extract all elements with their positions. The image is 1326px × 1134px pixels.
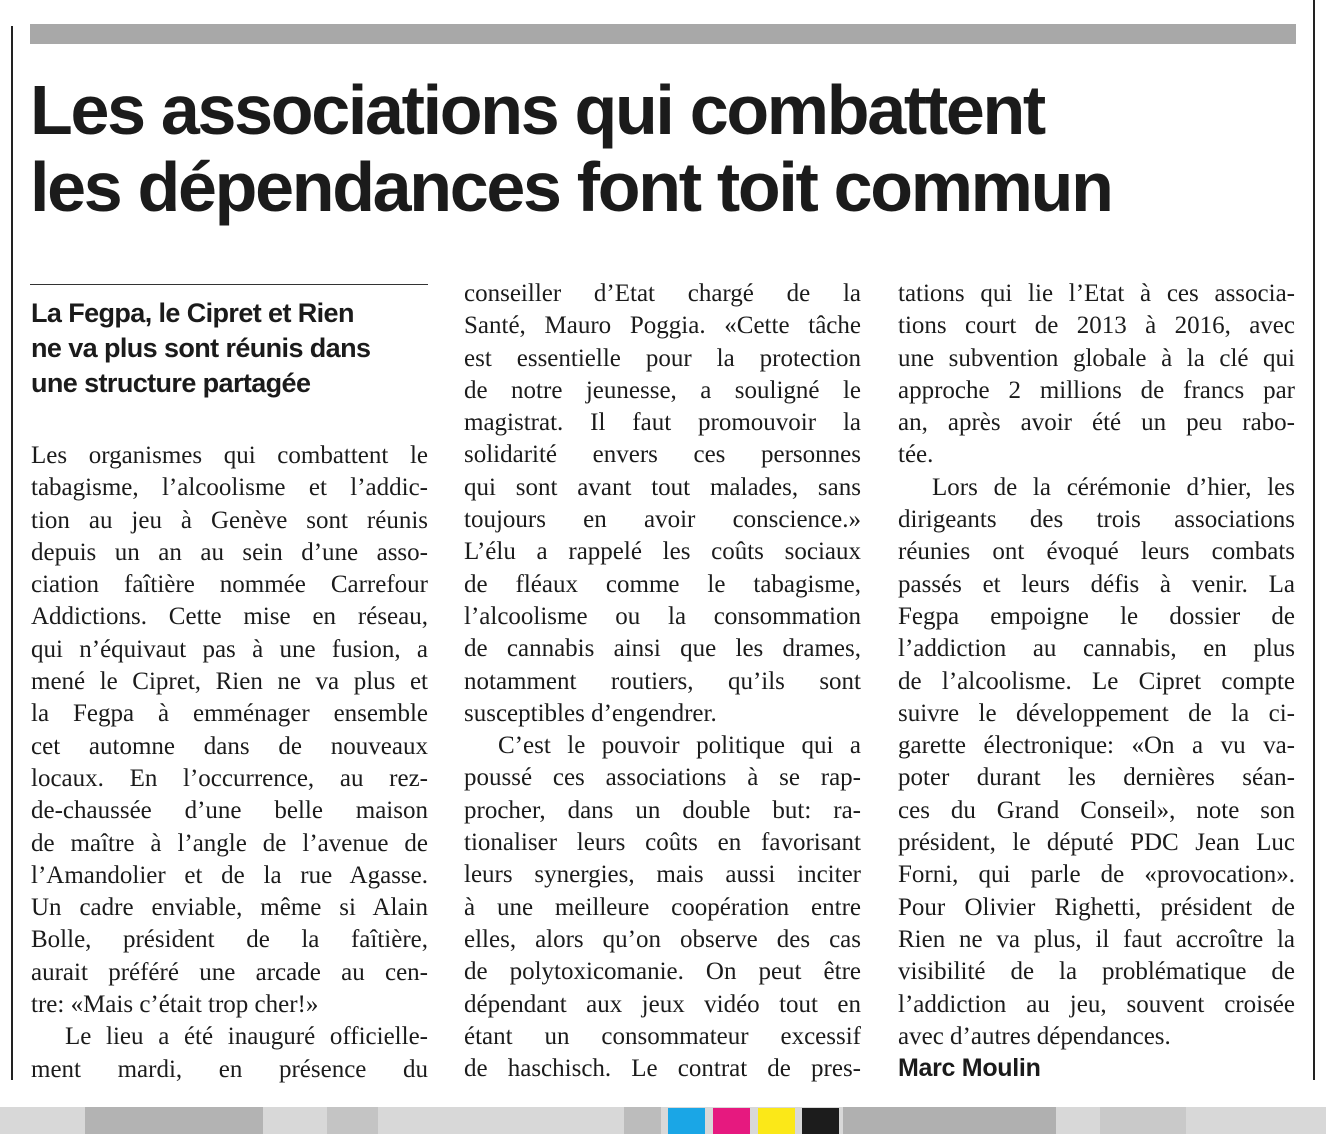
headline-line: Les associations qui combattent <box>30 71 1044 149</box>
body-line: depuis un an au sein d’une asso- <box>31 538 428 566</box>
body-line: tée. <box>898 441 934 469</box>
body-line: suivre le développement de la ci- <box>898 699 1295 727</box>
body-line: leurs synergies, mais aussi inciter <box>464 861 861 889</box>
top-section-bar <box>30 24 1296 44</box>
body-line: l’alcoolisme ou la consommation <box>464 602 861 630</box>
body-line: an, après avoir été un peu rabo- <box>898 409 1295 437</box>
body-line: C’est le pouvoir politique qui a <box>498 732 861 760</box>
subhead-rule <box>30 284 428 285</box>
article-headline <box>30 72 1300 226</box>
body-line: notamment routiers, qu’ils sont <box>464 667 861 695</box>
body-column-3 <box>898 278 1295 1053</box>
body-line: de l’alcoolisme. Le Cipret compte <box>898 667 1295 695</box>
body-line: ces du Grand Conseil», note son <box>898 796 1295 824</box>
body-line: président, le député PDC Jean Luc <box>898 829 1295 857</box>
body-line: tions court de 2013 à 2016, avec <box>898 312 1295 340</box>
body-line: réunies ont évoqué leurs combats <box>898 538 1295 566</box>
body-line: toujours en avoir conscience.» <box>464 506 861 534</box>
body-line: Addictions. Cette mise en réseau, <box>31 603 428 631</box>
body-line: tabagisme, l’alcoolisme et l’addic- <box>31 474 428 502</box>
magenta-swatch <box>713 1108 750 1134</box>
body-line: visibilité de la problématique de <box>898 958 1295 986</box>
cyan-swatch <box>668 1108 705 1134</box>
right-page-rule <box>1313 0 1315 1080</box>
body-line: garette électronique: «On a vu va- <box>898 732 1295 760</box>
body-line: passés et leurs défis à venir. La <box>898 570 1295 598</box>
body-line: procher, dans un double but: ra- <box>464 796 861 824</box>
body-line: est essentielle pour la protection <box>464 344 861 372</box>
body-line: susceptibles d’engendrer. <box>464 699 717 727</box>
body-line: une subvention globale à la clé qui <box>898 344 1295 372</box>
body-line: dépendant aux jeux vidéo tout en <box>464 990 861 1018</box>
body-line: solidarité envers ces personnes <box>464 441 861 469</box>
body-line: étant un consommateur excessif <box>464 1022 861 1050</box>
body-line: de cannabis ainsi que les drames, <box>464 635 861 663</box>
body-column-1 <box>31 440 428 1086</box>
body-line: qui sont avant tout malades, sans <box>464 473 861 501</box>
body-line: la Fegpa à emménager ensemble <box>31 700 428 728</box>
body-line: Bolle, président de la faîtière, <box>31 926 428 954</box>
body-line: de fléaux comme le tabagisme, <box>464 570 861 598</box>
body-line: de haschisch. Le contrat de pres- <box>464 1055 861 1083</box>
gray-density-block <box>85 1107 263 1134</box>
black-swatch <box>802 1108 839 1134</box>
left-column-rule <box>11 26 13 1080</box>
body-line: elles, alors qu’on observe des cas <box>464 925 861 953</box>
body-line: ment mardi, en présence du <box>31 1055 428 1083</box>
subhead-line: La Fegpa, le Cipret et Rien <box>31 298 354 328</box>
body-line: poussé ces associations à se rap- <box>464 764 861 792</box>
body-line: approche 2 millions de francs par <box>898 376 1295 404</box>
gray-density-block <box>624 1107 661 1134</box>
body-line: tre: «Mais c’était trop cher!» <box>31 991 319 1019</box>
body-line: Les organismes qui combattent le <box>31 442 428 469</box>
body-line: ciation faîtière nommée Carrefour <box>31 571 428 599</box>
gray-density-block <box>843 1107 1056 1134</box>
subhead-line: ne va plus sont réunis dans <box>31 333 371 363</box>
body-line: magistrat. Il faut promouvoir la <box>464 409 861 437</box>
body-line: Le lieu a été inauguré officielle- <box>65 1023 428 1051</box>
body-column-2 <box>464 278 861 1085</box>
body-line: de notre jeunesse, a souligné le <box>464 376 861 404</box>
body-line: Pour Olivier Righetti, président de <box>898 893 1295 921</box>
gray-density-block <box>327 1107 378 1134</box>
body-line: de-chaussée d’une belle maison <box>31 797 428 825</box>
body-line: L’élu a rappelé les coûts sociaux <box>464 538 861 566</box>
body-line: cet automne dans de nouveaux <box>31 732 428 760</box>
body-line: Rien ne va plus, il faut accroître la <box>898 925 1295 953</box>
body-line: dirigeants des trois associations <box>898 506 1295 534</box>
body-line: de maître à l’angle de l’avenue de <box>31 829 428 857</box>
body-line: Fegpa empoigne le dossier de <box>898 602 1295 630</box>
body-line: qui n’équivaut pas à une fusion, a <box>31 635 428 663</box>
body-line: Un cadre enviable, même si Alain <box>31 894 428 922</box>
body-line: aurait préféré une arcade au cen- <box>31 958 428 986</box>
print-color-bar <box>0 1107 1326 1134</box>
body-line: l’Amandolier et de la rue Agasse. <box>31 861 428 889</box>
body-line: Lors de la cérémonie d’hier, les <box>932 473 1295 501</box>
body-line: l’addiction au jeu, souvent croisée <box>898 990 1295 1018</box>
body-line: tionaliser leurs coûts en favorisant <box>464 829 861 857</box>
yellow-swatch <box>758 1108 795 1134</box>
body-line: locaux. En l’occurrence, au rez- <box>31 764 428 792</box>
body-line: l’addiction au cannabis, en plus <box>898 635 1295 663</box>
gray-density-block <box>1100 1107 1186 1134</box>
body-line: poter durant les dernières séan- <box>898 764 1295 792</box>
author-byline: Marc Moulin <box>898 1054 1041 1082</box>
body-line: conseiller d’Etat chargé de la <box>464 280 861 307</box>
body-line: Santé, Mauro Poggia. «Cette tâche <box>464 312 861 340</box>
article-subhead <box>31 296 431 401</box>
subhead-line: une structure partagée <box>31 368 311 398</box>
headline-line: les dépendances font toit commun <box>30 148 1112 226</box>
body-line: mené le Cipret, Rien ne va plus et <box>31 668 428 696</box>
body-line: tations qui lie l’Etat à ces associa- <box>898 280 1295 307</box>
body-line: avec d’autres dépendances. <box>898 1022 1171 1050</box>
body-line: tion au jeu à Genève sont réunis <box>31 506 428 534</box>
body-line: de polytoxicomanie. On peut être <box>464 958 861 986</box>
body-line: à une meilleure coopération entre <box>464 893 861 921</box>
body-line: Forni, qui parle de «provocation». <box>898 861 1295 889</box>
